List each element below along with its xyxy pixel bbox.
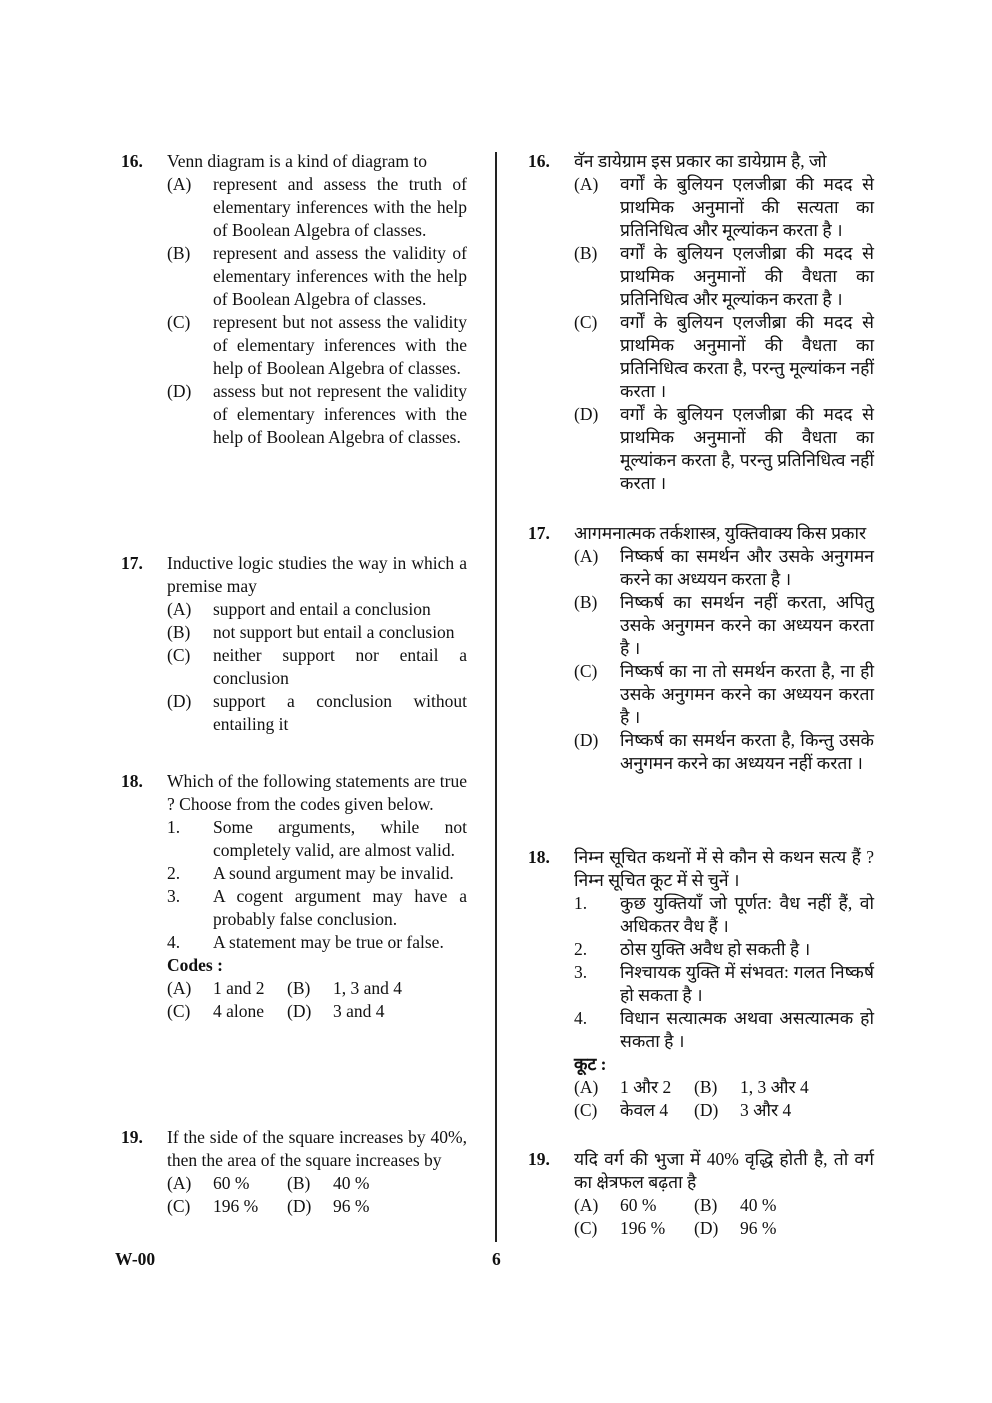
answer-option <box>574 1099 694 1122</box>
codes-heading: Codes : <box>167 955 223 975</box>
option-text: not support but entail a conclusion <box>213 622 455 642</box>
answer-option <box>287 1172 417 1195</box>
option-text: support a conclusion without entailing it <box>213 691 467 734</box>
page-number: 6 <box>492 1249 501 1269</box>
option-label: (A) <box>574 546 599 566</box>
option-label: (D) <box>287 1196 312 1216</box>
option-label: (A) <box>574 1195 599 1215</box>
question-number: 18. <box>121 771 143 791</box>
statement-text: ठोस युक्ति अवैध हो सकती है । <box>620 939 811 959</box>
statement-item <box>167 931 467 954</box>
question-16 <box>528 150 874 495</box>
question-number: 17. <box>121 553 143 573</box>
question-17 <box>121 552 467 736</box>
question-text: Which of the following statements are true ? Choose from the codes given below. <box>167 771 467 814</box>
option-text: वर्गों के बुलियन एलजीब्रा की मदद से प्राथमिक अनुमानों की वैधता का प्रतिनिधित्व और मूल्यांकन करता है । <box>620 243 874 309</box>
option-text: वर्गों के बुलियन एलजीब्रा की मदद से प्राथमिक अनुमानों की वैधता का मूल्यांकन करता है, परन्तु प्रतिनिधित्व नहीं करता । <box>620 404 874 493</box>
answer-option <box>574 242 874 311</box>
option-text: 196 % <box>213 1196 259 1216</box>
option-text: निष्कर्ष का समर्थन और उसके अनुगमन करने का अध्ययन करता है । <box>620 546 874 589</box>
answer-option <box>167 242 467 311</box>
option-text: 3 और 4 <box>740 1100 792 1120</box>
question-19 <box>121 1126 467 1218</box>
question-text: वॅन डायेग्राम इस प्रकार का डायेग्राम है, जो <box>574 151 827 171</box>
statement-number: 1. <box>574 893 588 913</box>
option-text: 4 alone <box>213 1001 265 1021</box>
option-label: (B) <box>287 978 311 998</box>
answer-option <box>694 1099 824 1122</box>
option-label: (C) <box>167 312 191 332</box>
option-label: (A) <box>167 599 192 619</box>
answer-option <box>574 1217 694 1240</box>
option-label: (B) <box>574 243 598 263</box>
answer-option <box>574 729 874 775</box>
option-text: 3 and 4 <box>333 1001 385 1021</box>
question-number: 16. <box>528 151 550 171</box>
question-text: आगमनात्मक तर्कशास्त्र, युक्तिवाक्य किस प्रकार <box>574 523 867 543</box>
option-text: represent and assess the truth of elementary inferences with the help of Boolean Algebra of classes. <box>213 174 467 240</box>
statement-item <box>167 816 467 862</box>
option-label: (B) <box>694 1077 718 1097</box>
answer-option <box>287 977 417 1000</box>
option-text: support and entail a conclusion <box>213 599 431 619</box>
answer-option <box>574 403 874 495</box>
question-18 <box>121 770 467 1023</box>
option-label: (A) <box>167 174 192 194</box>
question-number: 19. <box>121 1127 143 1147</box>
option-text: 60 % <box>620 1195 657 1215</box>
option-label: (D) <box>574 404 599 424</box>
question-number: 16. <box>121 151 143 171</box>
statement-number: 2. <box>574 939 588 959</box>
option-label: (B) <box>167 243 191 263</box>
statement-item <box>574 892 874 938</box>
question-16 <box>121 150 467 449</box>
answer-grid <box>167 1172 467 1218</box>
answer-option <box>167 1172 287 1195</box>
statement-number: 3. <box>574 962 588 982</box>
statement-text: विधान सत्यात्मक अथवा असत्यात्मक हो सकता है । <box>620 1008 874 1051</box>
option-text: केवल 4 <box>620 1100 669 1120</box>
option-label: (C) <box>167 645 191 665</box>
question-text: Inductive logic studies the way in which a premise may <box>167 553 467 596</box>
statement-text: Some arguments, while not completely valid, are almost valid. <box>213 817 467 860</box>
answer-option <box>574 173 874 242</box>
statement-number: 3. <box>167 886 181 906</box>
answer-grid <box>574 1194 874 1240</box>
option-text: 60 % <box>213 1173 250 1193</box>
option-text: निष्कर्ष का समर्थन करता है, किन्तु उसके अनुगमन करने का अध्ययन नहीं करता । <box>620 730 874 773</box>
option-text: 1 and 2 <box>213 978 265 998</box>
option-text: वर्गों के बुलियन एलजीब्रा की मदद से प्राथमिक अनुमानों की सत्यता का प्रतिनिधित्व और मूल्यांकन करता है । <box>620 174 874 240</box>
answer-option <box>167 1000 287 1023</box>
option-label: (C) <box>574 1218 598 1238</box>
option-text: represent but not assess the validity of elementary inferences with the help of Boolean Algebra of classes. <box>213 312 467 378</box>
option-label: (B) <box>694 1195 718 1215</box>
option-text: 40 % <box>333 1173 370 1193</box>
option-label: (D) <box>694 1100 719 1120</box>
option-text: निष्कर्ष का ना तो समर्थन करता है, ना ही उसके अनुगमन करने का अध्ययन करता है । <box>620 661 874 727</box>
statement-text: A cogent argument may have a probably false conclusion. <box>213 886 467 929</box>
option-label: (B) <box>167 622 191 642</box>
statement-item <box>167 862 467 885</box>
answer-option <box>167 380 467 449</box>
answer-option <box>574 311 874 403</box>
answer-grid <box>574 1076 874 1122</box>
statement-text: A statement may be true or false. <box>213 932 444 952</box>
option-text: neither support nor entail a conclusion <box>213 645 467 688</box>
option-text: 40 % <box>740 1195 777 1215</box>
option-text: assess but not represent the validity of elementary inferences with the help of Boolean Algebra of classes. <box>213 381 467 447</box>
answer-option <box>694 1194 824 1217</box>
answer-option <box>167 977 287 1000</box>
option-label: (D) <box>574 730 599 750</box>
statement-text: A sound argument may be invalid. <box>213 863 454 883</box>
option-label: (A) <box>167 978 192 998</box>
option-label: (A) <box>167 1173 192 1193</box>
option-text: represent and assess the validity of elementary inferences with the help of Boolean Algebra of classes. <box>213 243 467 309</box>
option-text: 96 % <box>333 1196 370 1216</box>
option-label: (C) <box>167 1001 191 1021</box>
answer-option <box>167 598 467 621</box>
answer-option <box>574 545 874 591</box>
option-label: (A) <box>574 174 599 194</box>
option-text: वर्गों के बुलियन एलजीब्रा की मदद से प्राथमिक अनुमानों की वैधता का प्रतिनिधित्व करता है, परन्तु मूल्यांकन नहीं करता । <box>620 312 874 401</box>
option-label: (C) <box>167 1196 191 1216</box>
statement-item <box>167 885 467 931</box>
statement-item <box>574 961 874 1007</box>
option-text: 1 और 2 <box>620 1077 672 1097</box>
question-number: 18. <box>528 847 550 867</box>
answer-option <box>167 644 467 690</box>
statement-number: 4. <box>167 932 181 952</box>
option-label: (A) <box>574 1077 599 1097</box>
question-text: यदि वर्ग की भुजा में 40% वृद्धि होती है, तो वर्ग का क्षेत्रफल बढ़ता है <box>574 1149 874 1192</box>
option-text: 1, 3 और 4 <box>740 1077 809 1097</box>
question-number: 17. <box>528 523 550 543</box>
answer-option <box>574 591 874 660</box>
footer-paper-code: W-00 <box>115 1249 156 1269</box>
answer-option <box>167 621 467 644</box>
option-label: (B) <box>574 592 598 612</box>
option-text: 1, 3 and 4 <box>333 978 403 998</box>
question-number: 19. <box>528 1149 550 1169</box>
statement-item <box>574 938 874 961</box>
answer-option <box>167 1195 287 1218</box>
answer-option <box>167 173 467 242</box>
question-19 <box>528 1148 874 1240</box>
option-label: (D) <box>694 1218 719 1238</box>
option-text: 96 % <box>740 1218 777 1238</box>
statement-text: निश्चायक युक्ति में संभवत: गलत निष्कर्ष हो सकता है । <box>620 962 874 1005</box>
option-text: 196 % <box>620 1218 666 1238</box>
option-label: (D) <box>167 691 192 711</box>
question-text: Venn diagram is a kind of diagram to <box>167 151 428 171</box>
answer-option <box>694 1076 824 1099</box>
statement-item <box>574 1007 874 1053</box>
option-label: (D) <box>287 1001 312 1021</box>
statement-number: 1. <box>167 817 181 837</box>
option-label: (C) <box>574 312 598 332</box>
answer-option <box>287 1000 417 1023</box>
statement-number: 2. <box>167 863 181 883</box>
statement-text: कुछ युक्तियाँ जो पूर्णत: वैध नहीं हैं, वो अधिकतर वैध हैं । <box>620 893 874 936</box>
question-18 <box>528 846 874 1122</box>
answer-option <box>287 1195 417 1218</box>
option-label: (C) <box>574 1100 598 1120</box>
question-17 <box>528 522 874 775</box>
option-label: (D) <box>167 381 192 401</box>
answer-option <box>574 660 874 729</box>
answer-option <box>574 1194 694 1217</box>
question-text: निम्न सूचित कथनों में से कौन से कथन सत्य हैं ? निम्न सूचित कूट में से चुनें । <box>574 847 874 890</box>
answer-option <box>574 1076 694 1099</box>
option-label: (B) <box>287 1173 311 1193</box>
answer-grid <box>167 977 467 1023</box>
option-label: (C) <box>574 661 598 681</box>
statement-number: 4. <box>574 1008 588 1028</box>
question-text: If the side of the square increases by 40%, then the area of the square increases by <box>167 1127 467 1170</box>
answer-option <box>694 1217 824 1240</box>
column-divider <box>495 152 497 1242</box>
answer-option <box>167 690 467 736</box>
codes-heading: कूट : <box>574 1054 607 1074</box>
option-text: निष्कर्ष का समर्थन नहीं करता, अपितु उसके अनुगमन करने का अध्ययन करता है । <box>620 592 874 658</box>
answer-option <box>167 311 467 380</box>
